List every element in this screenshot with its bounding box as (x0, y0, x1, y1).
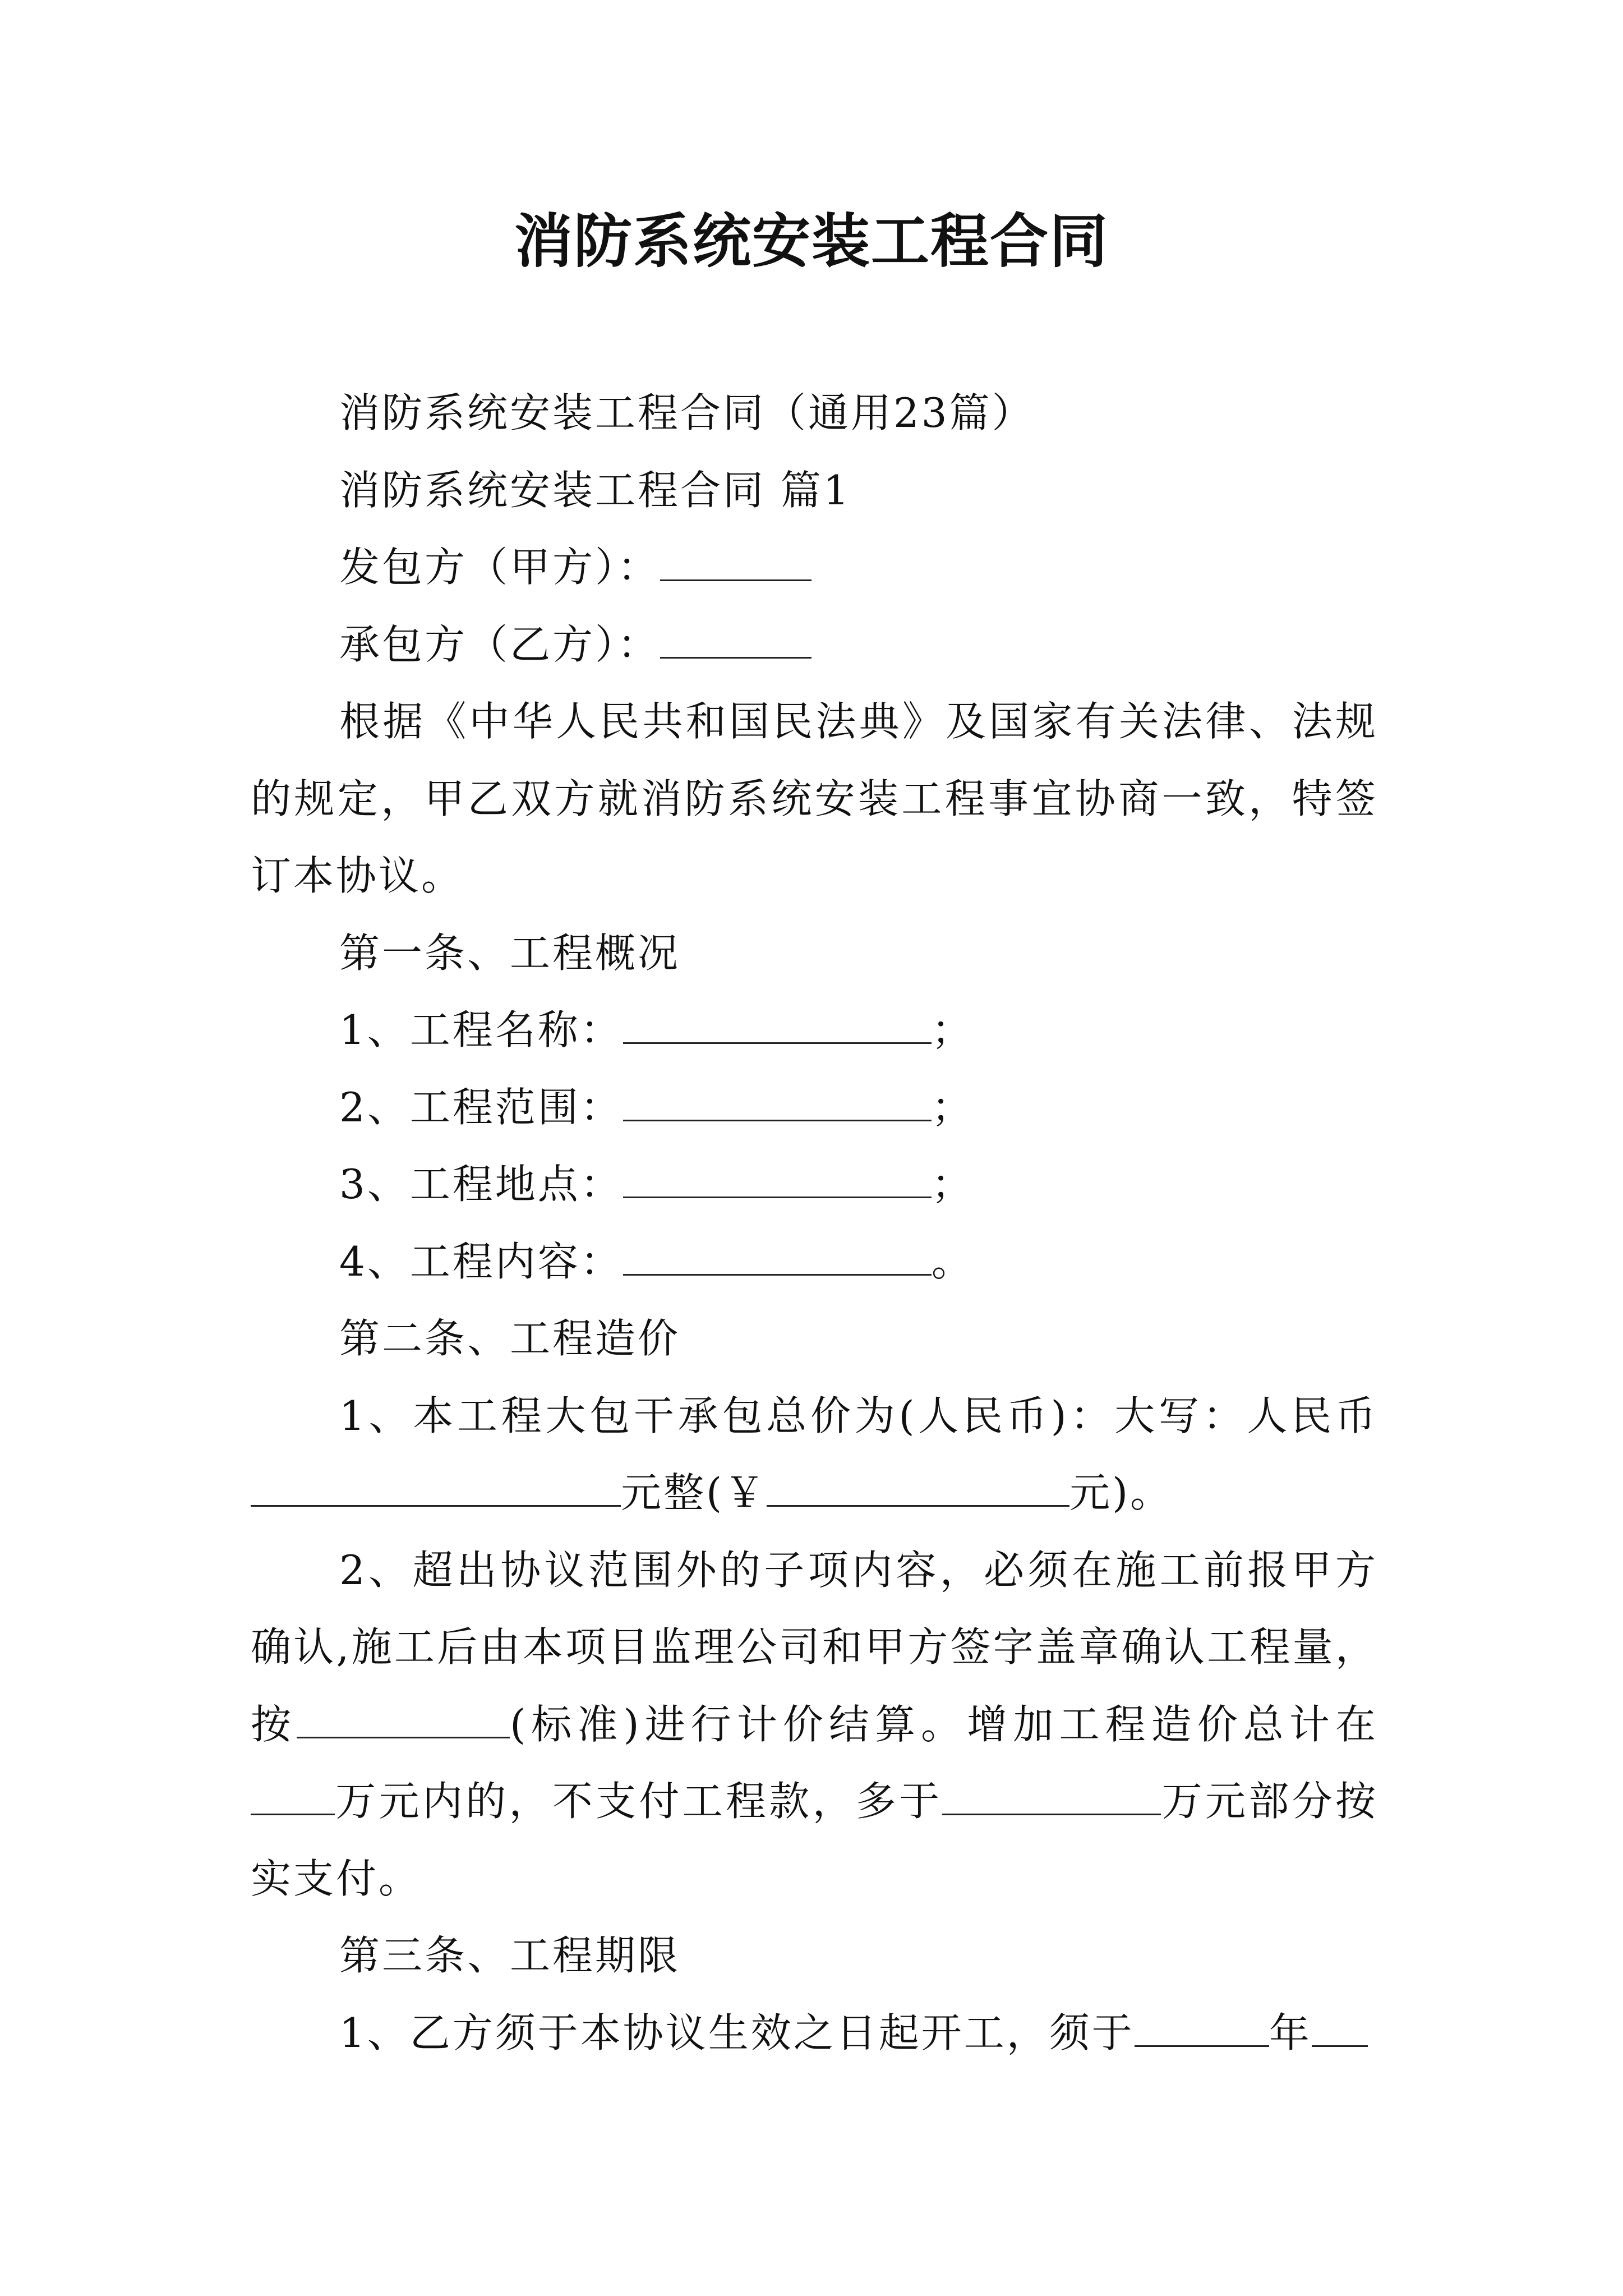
document-body (251, 375, 1378, 2072)
project-location-blank (623, 1160, 932, 1198)
article-1-heading (251, 915, 1378, 992)
project-name-blank (623, 1006, 932, 1044)
project-content-blank (623, 1237, 932, 1276)
article-1-heading-text: 第一条、工程概况 (339, 929, 681, 977)
party-a-line (251, 529, 1378, 606)
preamble-paragraph (251, 683, 1378, 915)
party-a-blank (660, 543, 811, 581)
extra-scope-text-2: (标准)进行计价结算。增加工程造价总计在 (510, 1700, 1378, 1748)
project-name-line (251, 992, 1378, 1069)
total-price-text: 1、本工程大包干承包总价为(人民币)：大写：人民币 (339, 1392, 1378, 1439)
project-name-label: 1、工程名称： (339, 1006, 623, 1053)
excess-blank (942, 1777, 1161, 1815)
article-2-heading (251, 1300, 1378, 1378)
project-location-line (251, 1146, 1378, 1223)
preamble-text: 根据《中华人民共和国民法典》及国家有关法律、法规的规定，甲乙双方就消防系统安装工程事宜协商一致，特签订本协议。 (251, 698, 1378, 899)
collection-heading (251, 375, 1378, 452)
project-content-end: 。 (931, 1237, 974, 1285)
total-price-paragraph (251, 1378, 1378, 1532)
party-a-label: 发包方（甲方）： (339, 544, 661, 591)
project-scope-end: ； (931, 1083, 974, 1131)
project-location-end: ； (931, 1161, 974, 1208)
extra-scope-text-3: 万元内的，不支付工程款，多于 (335, 1778, 943, 1825)
year-label: 年 (1269, 2009, 1312, 2056)
article-3-heading-text: 第三条、工程期限 (339, 1932, 681, 1979)
extra-scope-paragraph (251, 1532, 1378, 1918)
project-scope-line (251, 1069, 1378, 1147)
schedule-text: 1、乙方须于本协议生效之日起开工，须于 (339, 2009, 1135, 2056)
article-3-heading (251, 1917, 1378, 1995)
project-content-label: 4、工程内容： (339, 1237, 623, 1285)
month-blank (1312, 2009, 1368, 2047)
price-words-blank (251, 1469, 621, 1507)
standard-blank (297, 1700, 510, 1738)
article-2-heading-text: 第二条、工程造价 (339, 1315, 681, 1362)
price-figures-blank (767, 1469, 1069, 1507)
extra-scope-text: 2、超出协议范围外的子项内容，必须在施工前报甲方确认,施工后由本项目监理公司和甲方签字盖章确认工程量，按 (251, 1546, 1378, 1748)
project-name-end: ； (931, 1006, 974, 1053)
extra-scope-text-4: 万元部分按实支付。 (251, 1778, 1378, 1902)
project-content-line (251, 1223, 1378, 1301)
contract-heading-text: 消防系统安装工程合同 篇1 (339, 466, 851, 514)
document-title: 消防系统安装工程合同 (514, 206, 1109, 275)
party-b-blank (660, 620, 811, 659)
contract-heading (251, 452, 1378, 530)
party-b-label: 承包方（乙方）： (339, 620, 661, 668)
year-blank (1135, 2009, 1269, 2047)
party-b-line (251, 606, 1378, 684)
price-unit-text: 元整(￥ (621, 1469, 767, 1516)
price-end-text: 元)。 (1069, 1469, 1173, 1516)
limit-blank (251, 1777, 335, 1815)
project-scope-blank (623, 1083, 932, 1121)
project-scope-label: 2、工程范围： (339, 1083, 623, 1131)
schedule-paragraph (251, 1995, 1378, 2072)
collection-heading-text: 消防系统安装工程合同（通用23篇） (339, 389, 1035, 436)
project-location-label: 3、工程地点： (339, 1161, 623, 1208)
